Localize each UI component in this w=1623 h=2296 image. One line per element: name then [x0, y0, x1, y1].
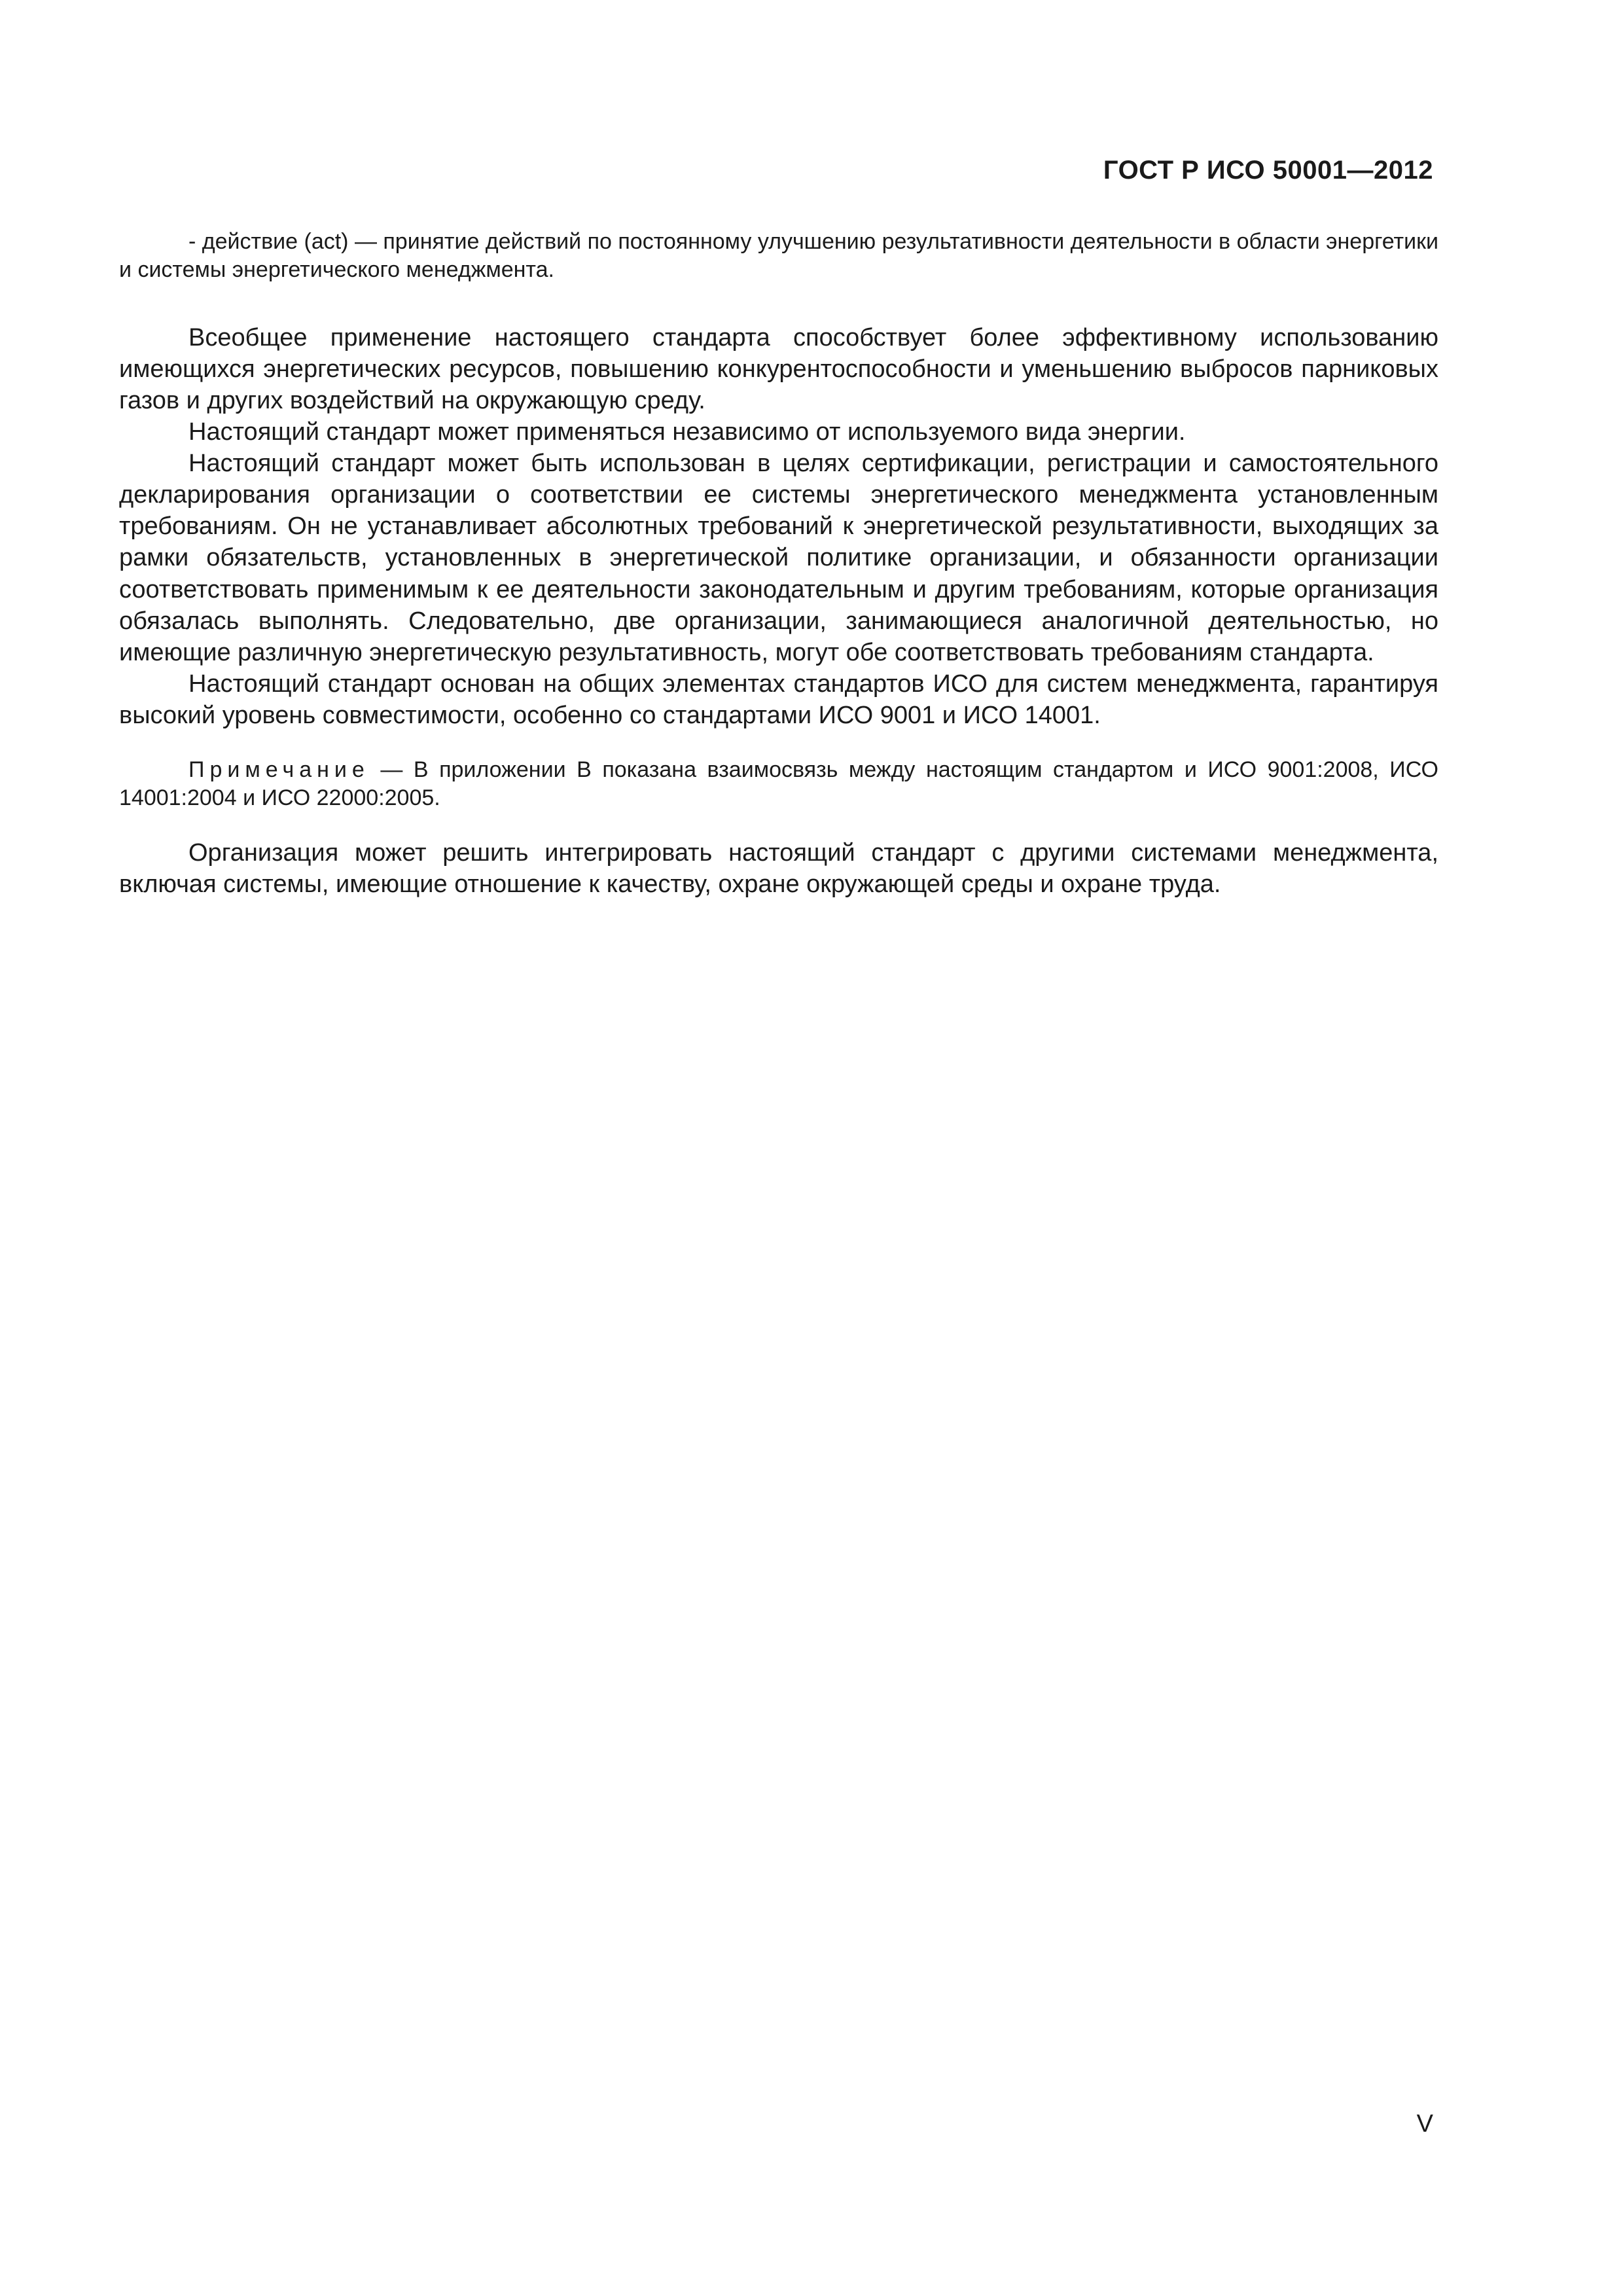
note-label: Примечание — [188, 757, 370, 782]
paragraph-energy-type: Настоящий стандарт может применяться независимо от используемого вида энергии. — [188, 418, 1186, 446]
document-header: ГОСТ Р ИСО 50001—2012 — [1103, 156, 1433, 185]
paragraph-certification: Настоящий стандарт может быть использован в целях сертификации, регистрации и самостоятельного декларирования организации о соответствии ее системы энергетического менеджмента установленным требованиям. Он не устанавливает абсолютных требований к энергетической результативности, выходящих за рамки обязательств, установленных в энергетической политике организации, и обязанности организации соответствовать применимым к ее деятельности законодательным и другим требованиям, которые организация обязалась выполнять. Следовательно, две организации, занимающиеся аналогичной деятельностью, но имеющие различную энергетическую результативность, могут обе соответствовать требованиям стандарта. — [119, 450, 1438, 666]
document-body — [119, 228, 1438, 900]
page-number: V — [1416, 2110, 1433, 2138]
act-definition: - действие (act) — принятие действий по постоянному улучшению результативности деятельности в области энергетики и системы энергетического менеджмента. — [119, 229, 1438, 282]
note-text: — В приложении В показана взаимосвязь между настоящим стандартом и ИСО 9001:2008, ИСО 14001:2004 и ИСО 22000:2005. — [119, 757, 1438, 810]
note-paragraph — [119, 756, 1438, 812]
paragraph-benefits: Всеобщее применение настоящего стандарта способствует более эффективному использованию имеющихся энергетических ресурсов, повышению конкурентоспособности и уменьшению выбросов парниковых газов и других воздействий на окружающую среду. — [119, 324, 1438, 415]
paragraph-integration: Организация может решить интегрировать настоящий стандарт с другими системами менеджмента, включая системы, имеющие отношение к качеству, охране окружающей среды и охране труда. — [119, 838, 1438, 898]
paragraph-iso-elements: Настоящий стандарт основан на общих элементах стандартов ИСО для систем менеджмента, гарантируя высокий уровень совместимости, особенно со стандартами ИСО 9001 и ИСО 14001. — [119, 670, 1438, 729]
